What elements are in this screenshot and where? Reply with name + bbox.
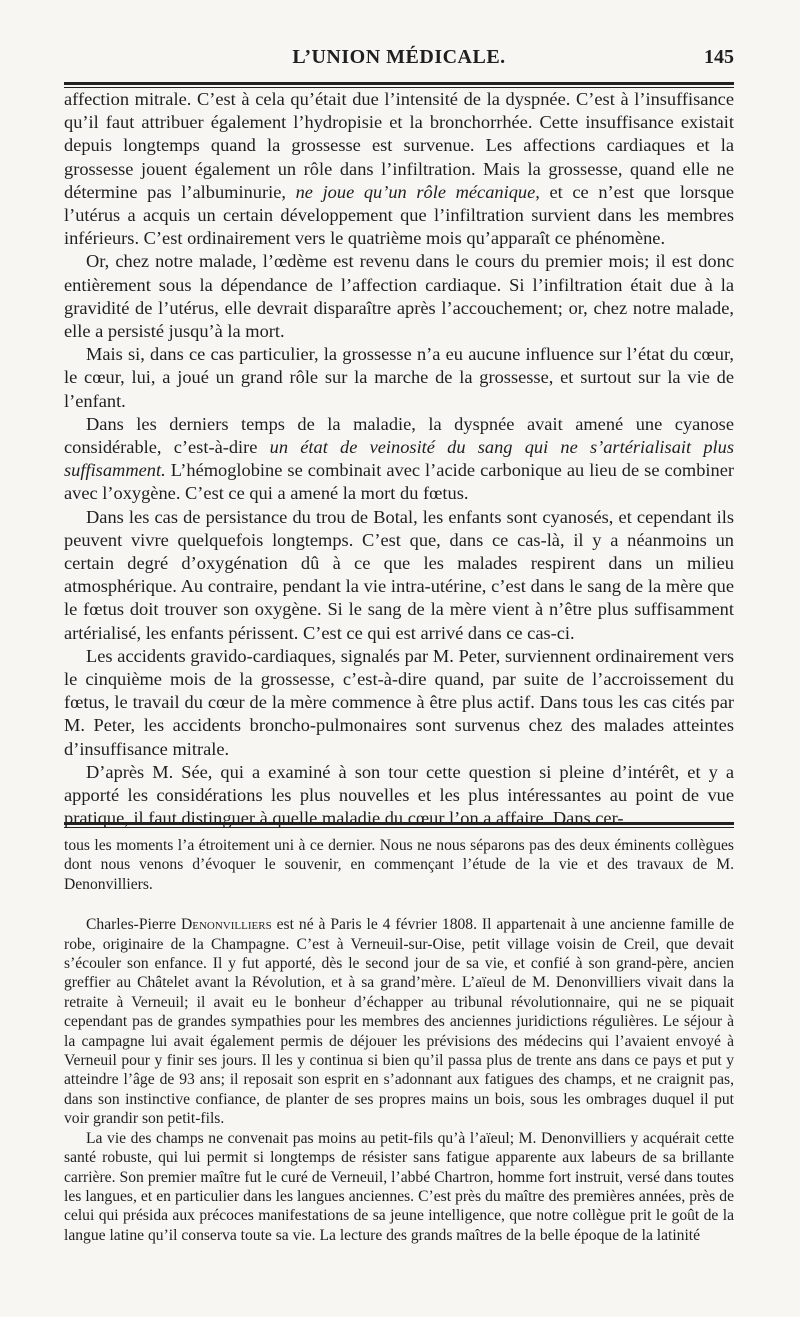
emphasis: un état de veinosité du sang qui ne s’artérialisait plus suffisamment. xyxy=(64,437,734,481)
paragraph: Dans les derniers temps de la maladie, la dyspnée avait amené une cyanose considérable, c’est-à-dire un état de veinosité du sang qui ne s’artérialisait plus suffisamment. L’hémoglobine se combinait avec l’acide carbonique au lieu de se combiner avec l’oxygène. C’est ce qui a amené la mort du fœtus. xyxy=(64,413,734,504)
paragraph: Or, chez notre malade, l’œdème est revenu dans le cours du premier mois; il est donc entièrement sous la dépendance de l’affection cardiaque. Si l’infiltration était due à la gravidité de l’utérus, elle devrait disparaître après l’accouchement; or, chez notre malade, elle a persisté jusqu’à la mort. xyxy=(64,251,734,342)
page-number: 145 xyxy=(704,46,734,68)
paragraph: La vie des champs ne convenait pas moins au petit-fils qu’à l’aïeul; M. Denonvilliers y acquérait cette santé robuste, qui lui permit si longtemps de résister sans fatigue apparente aux labeurs de sa brillante carrière. Son premier maître fut le curé de Verneuil, l’abbé Chartron, homme fort instruit, versé dans toutes les langues, et en particulier dans les langues anciennes. C’est près du maître des premières années, près de celui qui présida aux précoces manifestations de sa jeune intelligence, que notre collègue prit le goût de la langue latine qu’il conserva toute sa vie. La lecture des grands maîtres de la belle époque de la latinité xyxy=(64,1129,734,1244)
paragraph: Mais si, dans ce cas particulier, la grossesse n’a eu aucune influence sur l’état du cœur, le cœur, lui, a joué un grand rôle sur la marche de la grossesse, et surtout sur la vie de l’enfant. xyxy=(64,344,734,411)
paragraph: tous les moments l’a étroitement uni à ce dernier. Nous ne nous séparons pas des deux éminents collègues dont nous venons d’évoquer le souvenir, en commençant l’étude de la vie et des travaux de M. Denonvilliers. xyxy=(64,837,734,893)
emphasis: ne joue qu’un rôle mécanique, xyxy=(295,181,540,202)
page-header xyxy=(64,46,734,76)
feuilleton-rule xyxy=(64,822,734,828)
feuilleton-text xyxy=(64,836,734,1245)
paragraph: Charles-Pierre Denonvilliers est né à Paris le 4 février 1808. Il appartenait à une ancienne famille de robe, originaire de la Champagne. C’est à Verneuil-sur-Oise, petit village voisin de Creil, que devait s’écouler son enfance. Il y fut apporté, dès le second jour de sa vie, et confié à son grand-père, ancien greffier au Châtelet avant la Révolution, et à sa grand’mère. L’aïeul de M. Denonvilliers vivait dans la retraite à Verneuil; il avait eu le bonheur d’échapper au tribunal révolutionnaire, qui ne se piquait cependant pas de grandes sympathies pour les membres des anciennes juridictions régulières. Le séjour à la campagne lui avait également permis de déjouer les prévisions des médecins qui l’avaient envoyé à Verneuil pour y finir ses jours. Il les y continua si bien qu’il passa plus de trente ans dans ce pays et put y atteindre l’âge de 93 ans; il reposait son esprit en s’adonnant aux fatigues des champs, et ne craignit pas, dans son instinctive confiance, de planter de ses propres mains un bois, sous les ombrages duquel il put voir grandir son petit-fils. xyxy=(64,916,734,1128)
paragraph: D’après M. Sée, qui a examiné à son tour cette question si pleine d’intérêt, et y a apporté les considérations les plus nouvelles et les plus intéressantes au point de vue pratique, il faut distinguer à quelle maladie du cœur l’on a affaire. Dans cer- xyxy=(64,761,734,829)
paragraph: affection mitrale. C’est à cela qu’était due l’intensité de la dyspnée. C’est à l’insuffisance qu’il faut attribuer également l’hydropisie et la bronchorrhée. Cette insuffisance existait depuis longtemps quand la grossesse est survenue. Les affections cardiaques et la grossesse jouent également un rôle dans l’infiltration. Mais la grossesse, quand elle ne détermine pas l’albuminurie, ne joue qu’un rôle mécanique, et ce n’est que lorsque l’utérus a acquis un certain développement que l’infiltration survient dans les membres inférieurs. C’est ordinairement vers le quatrième mois qu’apparaît ce phénomène. xyxy=(64,89,734,249)
running-title: L’UNION MÉDICALE. xyxy=(292,46,506,68)
paragraph: Dans les cas de persistance du trou de Botal, les enfants sont cyanosés, et cependant ils peuvent vivre quelquefois longtemps. C’est que, dans ce cas-là, il y a néanmoins un certain degré d’oxygénation dû à ce que les malades respirent dans un milieu atmosphérique. Au contraire, pendant la vie intra-utérine, c’est dans le sang de la mère que le fœtus doit trouver son oxygène. Si le sang de la mère vient à n’être plus suffisamment artérialisé, les enfants périssent. C’est ce qui est arrivé dans ce cas-ci. xyxy=(64,506,734,643)
paragraph: Les accidents gravido-cardiaques, signalés par M. Peter, surviennent ordinairement vers le cinquième mois de la grossesse, c’est-à-dire quand, par suite de l’accroissement du fœtus, le travail du cœur de la mère commence à être plus actif. Dans tous les cas cités par M. Peter, les accidents broncho-pulmonaires sont survenus chez des malades atteintes d’insuffisance mitrale. xyxy=(64,645,734,759)
person-name: Denonvilliers xyxy=(181,916,272,934)
main-text xyxy=(64,88,734,831)
